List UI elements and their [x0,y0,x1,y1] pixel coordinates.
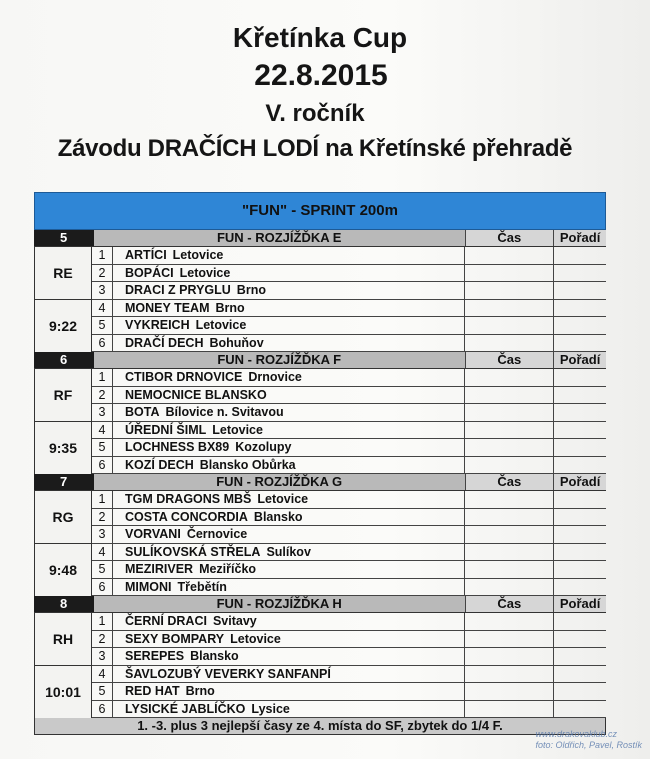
table-row [92,526,606,544]
time-column-header: Čas [465,474,554,490]
time-cell [465,422,554,439]
team-cell [113,265,465,282]
table-row [92,335,606,353]
table-row [92,701,606,719]
event-date: 22.8.2015 [254,59,388,92]
time-cell [465,404,554,421]
lane-number: 5 [92,317,113,334]
time-cell [465,683,554,700]
table-row [92,265,606,283]
rank-cell [554,404,606,421]
team-name: NEMOCNICE BLANSKO [125,387,267,402]
rank-cell [554,631,606,648]
team-location: Meziříčko [199,562,257,576]
heat-title: FUN - ROZJÍŽĎKA F [94,352,465,368]
lane-number: 3 [92,282,113,299]
team-name: KOZÍ DECH [125,457,194,472]
heat-header [34,230,606,247]
heat-code: RF [35,369,91,422]
heat-side [35,491,92,596]
table-row [92,300,606,318]
lane-number: 6 [92,701,113,718]
team-cell [113,422,465,439]
team-cell [113,300,465,317]
lane-number: 3 [92,404,113,421]
heat-code: RG [35,491,91,544]
time-cell [465,631,554,648]
rank-cell [554,683,606,700]
time-cell [465,544,554,561]
watermark-credit: foto: Oldřich, Pavel, Rostík [535,740,642,750]
heat-title: FUN - ROZJÍŽĎKA H [94,596,465,612]
category-banner: "FUN" - SPRINT 200m [34,192,606,230]
lane-number: 1 [92,369,113,386]
team-location: Černovice [186,527,248,541]
team-cell [113,282,465,299]
rank-column-header: Pořadí [553,230,606,246]
heat-rows [92,491,606,596]
team-name: BOPÁCI [125,265,174,280]
team-name: SEREPES [125,649,185,663]
watermark-url: www.drakovaklub.cz [535,729,617,739]
lane-number: 6 [92,579,113,596]
team-cell [113,491,465,508]
team-name: RED HAT [125,684,180,698]
team-location: Drnovice [248,370,302,384]
heat-header [34,352,606,369]
lane-number: 3 [92,526,113,543]
rank-cell [554,335,606,352]
table-row [92,282,606,300]
team-cell [113,387,465,404]
rank-cell [554,422,606,439]
time-column-header: Čas [465,230,554,246]
heat-start-time: 9:22 [35,300,91,352]
team-name: ŠAVLOZUBÝ VEVERKY SANFANPÍ [125,666,331,681]
rank-cell [554,648,606,665]
team-cell [113,544,465,561]
heat-header [34,596,606,613]
lane-number: 2 [92,509,113,526]
rank-cell [554,701,606,718]
time-cell [465,579,554,596]
heat-code: RH [35,613,91,666]
lane-number: 3 [92,648,113,665]
team-name: ARTÍCI [125,248,167,262]
rank-cell [554,247,606,264]
team-cell [113,457,465,474]
team-location: Blansko [253,509,303,524]
table-row [92,666,606,684]
time-column-header: Čas [465,596,554,612]
heat-number: 7 [34,474,94,490]
lane-number: 2 [92,631,113,648]
event-edition: V. ročník [265,100,365,127]
rank-cell [554,561,606,578]
rank-cell [554,613,606,630]
team-location: Blansko Obůrka [199,457,296,472]
heat-start-time: 10:01 [35,666,91,718]
table-row [92,247,606,265]
lane-number: 4 [92,300,113,317]
team-name: MIMONI [125,579,172,594]
lane-number: 1 [92,247,113,264]
heat-start-time: 9:48 [35,544,91,596]
team-name: VORVANI [125,527,181,541]
team-name: CTIBOR DRNOVICE [125,370,243,384]
qualification-note: 1. -3. plus 3 nejlepší časy ze 4. místa do SF, zbytek do 1/4 F. [34,718,606,735]
time-cell [465,300,554,317]
lane-number: 6 [92,457,113,474]
team-name: BOTA [125,405,160,419]
rank-cell [554,300,606,317]
table-row [92,317,606,335]
heat-body [34,247,606,352]
heat-body [34,491,606,596]
team-name: ÚŘEDNÍ ŠIML [125,422,207,437]
time-column-header: Čas [465,352,554,368]
table-row [92,613,606,631]
table-row [92,457,606,475]
photo-watermark [535,729,642,751]
team-cell [113,317,465,334]
team-name: LOCHNESS BX89 [125,440,230,454]
time-cell [465,247,554,264]
team-cell [113,247,465,264]
team-name: MEZIRIVER [125,562,194,576]
lane-number: 2 [92,387,113,404]
lane-number: 5 [92,561,113,578]
rank-cell [554,387,606,404]
rank-cell [554,265,606,282]
time-cell [465,457,554,474]
team-location: Letovice [230,631,281,646]
rank-cell [554,457,606,474]
lane-number: 4 [92,666,113,683]
heat-start-time: 9:35 [35,422,91,474]
table-row [92,579,606,597]
table-row [92,561,606,579]
table-row [92,544,606,562]
heat-code: RE [35,247,91,300]
rank-cell [554,491,606,508]
team-cell [113,648,465,665]
heat-title: FUN - ROZJÍŽĎKA E [94,230,465,246]
lane-number: 6 [92,335,113,352]
heat-side [35,247,92,352]
time-cell [465,701,554,718]
time-cell [465,526,554,543]
team-location: Blansko [190,649,239,663]
lane-number: 1 [92,613,113,630]
team-location: Bílovice n. Svitavou [165,405,284,419]
table-row [92,439,606,457]
team-name: DRACI Z PRYGLU [125,283,231,297]
team-name: DRAČÍ DECH [125,335,204,350]
table-row [92,404,606,422]
table-row [92,509,606,527]
heat-header [34,474,606,491]
heat-rows [92,613,606,718]
event-subtitle: Závodu DRAČÍCH LODÍ na Křetínské přehradě [57,135,573,162]
rank-cell [554,282,606,299]
heat-rows [92,247,606,352]
time-cell [465,317,554,334]
time-cell [465,561,554,578]
team-cell [113,509,465,526]
team-location: Kozolupy [235,440,292,454]
team-name: ČERNÍ DRACI [125,614,207,628]
team-name: LYSICKÉ JABLÍČKO [125,701,246,716]
time-cell [465,265,554,282]
team-cell [113,335,465,352]
time-cell [465,648,554,665]
team-location: Bohuňov [209,335,264,350]
team-location: Svitavy [212,614,257,628]
event-title: Křetínka Cup [232,22,408,53]
table-row [92,648,606,666]
team-cell [113,439,465,456]
table-row [92,369,606,387]
team-cell [113,683,465,700]
table-row [92,683,606,701]
time-cell [465,491,554,508]
team-location: Letovice [212,422,263,437]
lane-number: 4 [92,422,113,439]
time-cell [465,387,554,404]
results-table [34,192,606,735]
team-location: Brno [215,300,245,315]
heats-container [34,230,606,718]
time-cell [465,439,554,456]
table-row [92,631,606,649]
rank-cell [554,317,606,334]
lane-number: 4 [92,544,113,561]
team-cell [113,631,465,648]
team-location: Letovice [179,265,231,280]
heat-body [34,613,606,718]
lane-number: 2 [92,265,113,282]
team-location: Letovice [195,318,247,332]
rank-cell [554,579,606,596]
team-cell [113,526,465,543]
rank-cell [554,544,606,561]
team-cell [113,613,465,630]
team-cell [113,404,465,421]
heat-side [35,613,92,718]
rank-cell [554,369,606,386]
document-header [0,20,650,166]
rank-cell [554,509,606,526]
team-location: Lysice [251,701,290,716]
team-location: Letovice [172,248,224,262]
team-name: VYKREICH [125,318,190,332]
table-row [92,422,606,440]
rank-cell [554,439,606,456]
team-cell [113,579,465,596]
heat-rows [92,369,606,474]
table-row [92,387,606,405]
time-cell [465,369,554,386]
team-location: Brno [236,283,266,297]
team-cell [113,666,465,683]
team-location: Brno [185,684,215,698]
heat-number: 6 [34,352,94,368]
rank-cell [554,526,606,543]
time-cell [465,509,554,526]
team-name: MONEY TEAM [125,300,210,315]
rank-column-header: Pořadí [553,474,606,490]
heat-side [35,369,92,474]
team-name: SULÍKOVSKÁ STŘELA [125,544,261,559]
heat-number: 8 [34,596,94,612]
table-row [92,491,606,509]
time-cell [465,282,554,299]
rank-column-header: Pořadí [553,352,606,368]
team-location: Letovice [257,492,309,506]
team-cell [113,369,465,386]
time-cell [465,335,554,352]
team-name: TGM DRAGONS MBŠ [125,492,252,506]
team-name: SEXY BOMPARY [125,631,225,646]
time-cell [465,666,554,683]
rank-column-header: Pořadí [553,596,606,612]
team-location: Třebětín [177,579,227,594]
heat-title: FUN - ROZJÍŽĎKA G [94,474,465,490]
rank-cell [554,666,606,683]
team-cell [113,561,465,578]
heat-number: 5 [34,230,94,246]
team-cell [113,701,465,718]
team-location: Sulíkov [266,544,311,559]
time-cell [465,613,554,630]
team-name: COSTA CONCORDIA [125,509,248,524]
lane-number: 5 [92,439,113,456]
lane-number: 1 [92,491,113,508]
lane-number: 5 [92,683,113,700]
heat-body [34,369,606,474]
